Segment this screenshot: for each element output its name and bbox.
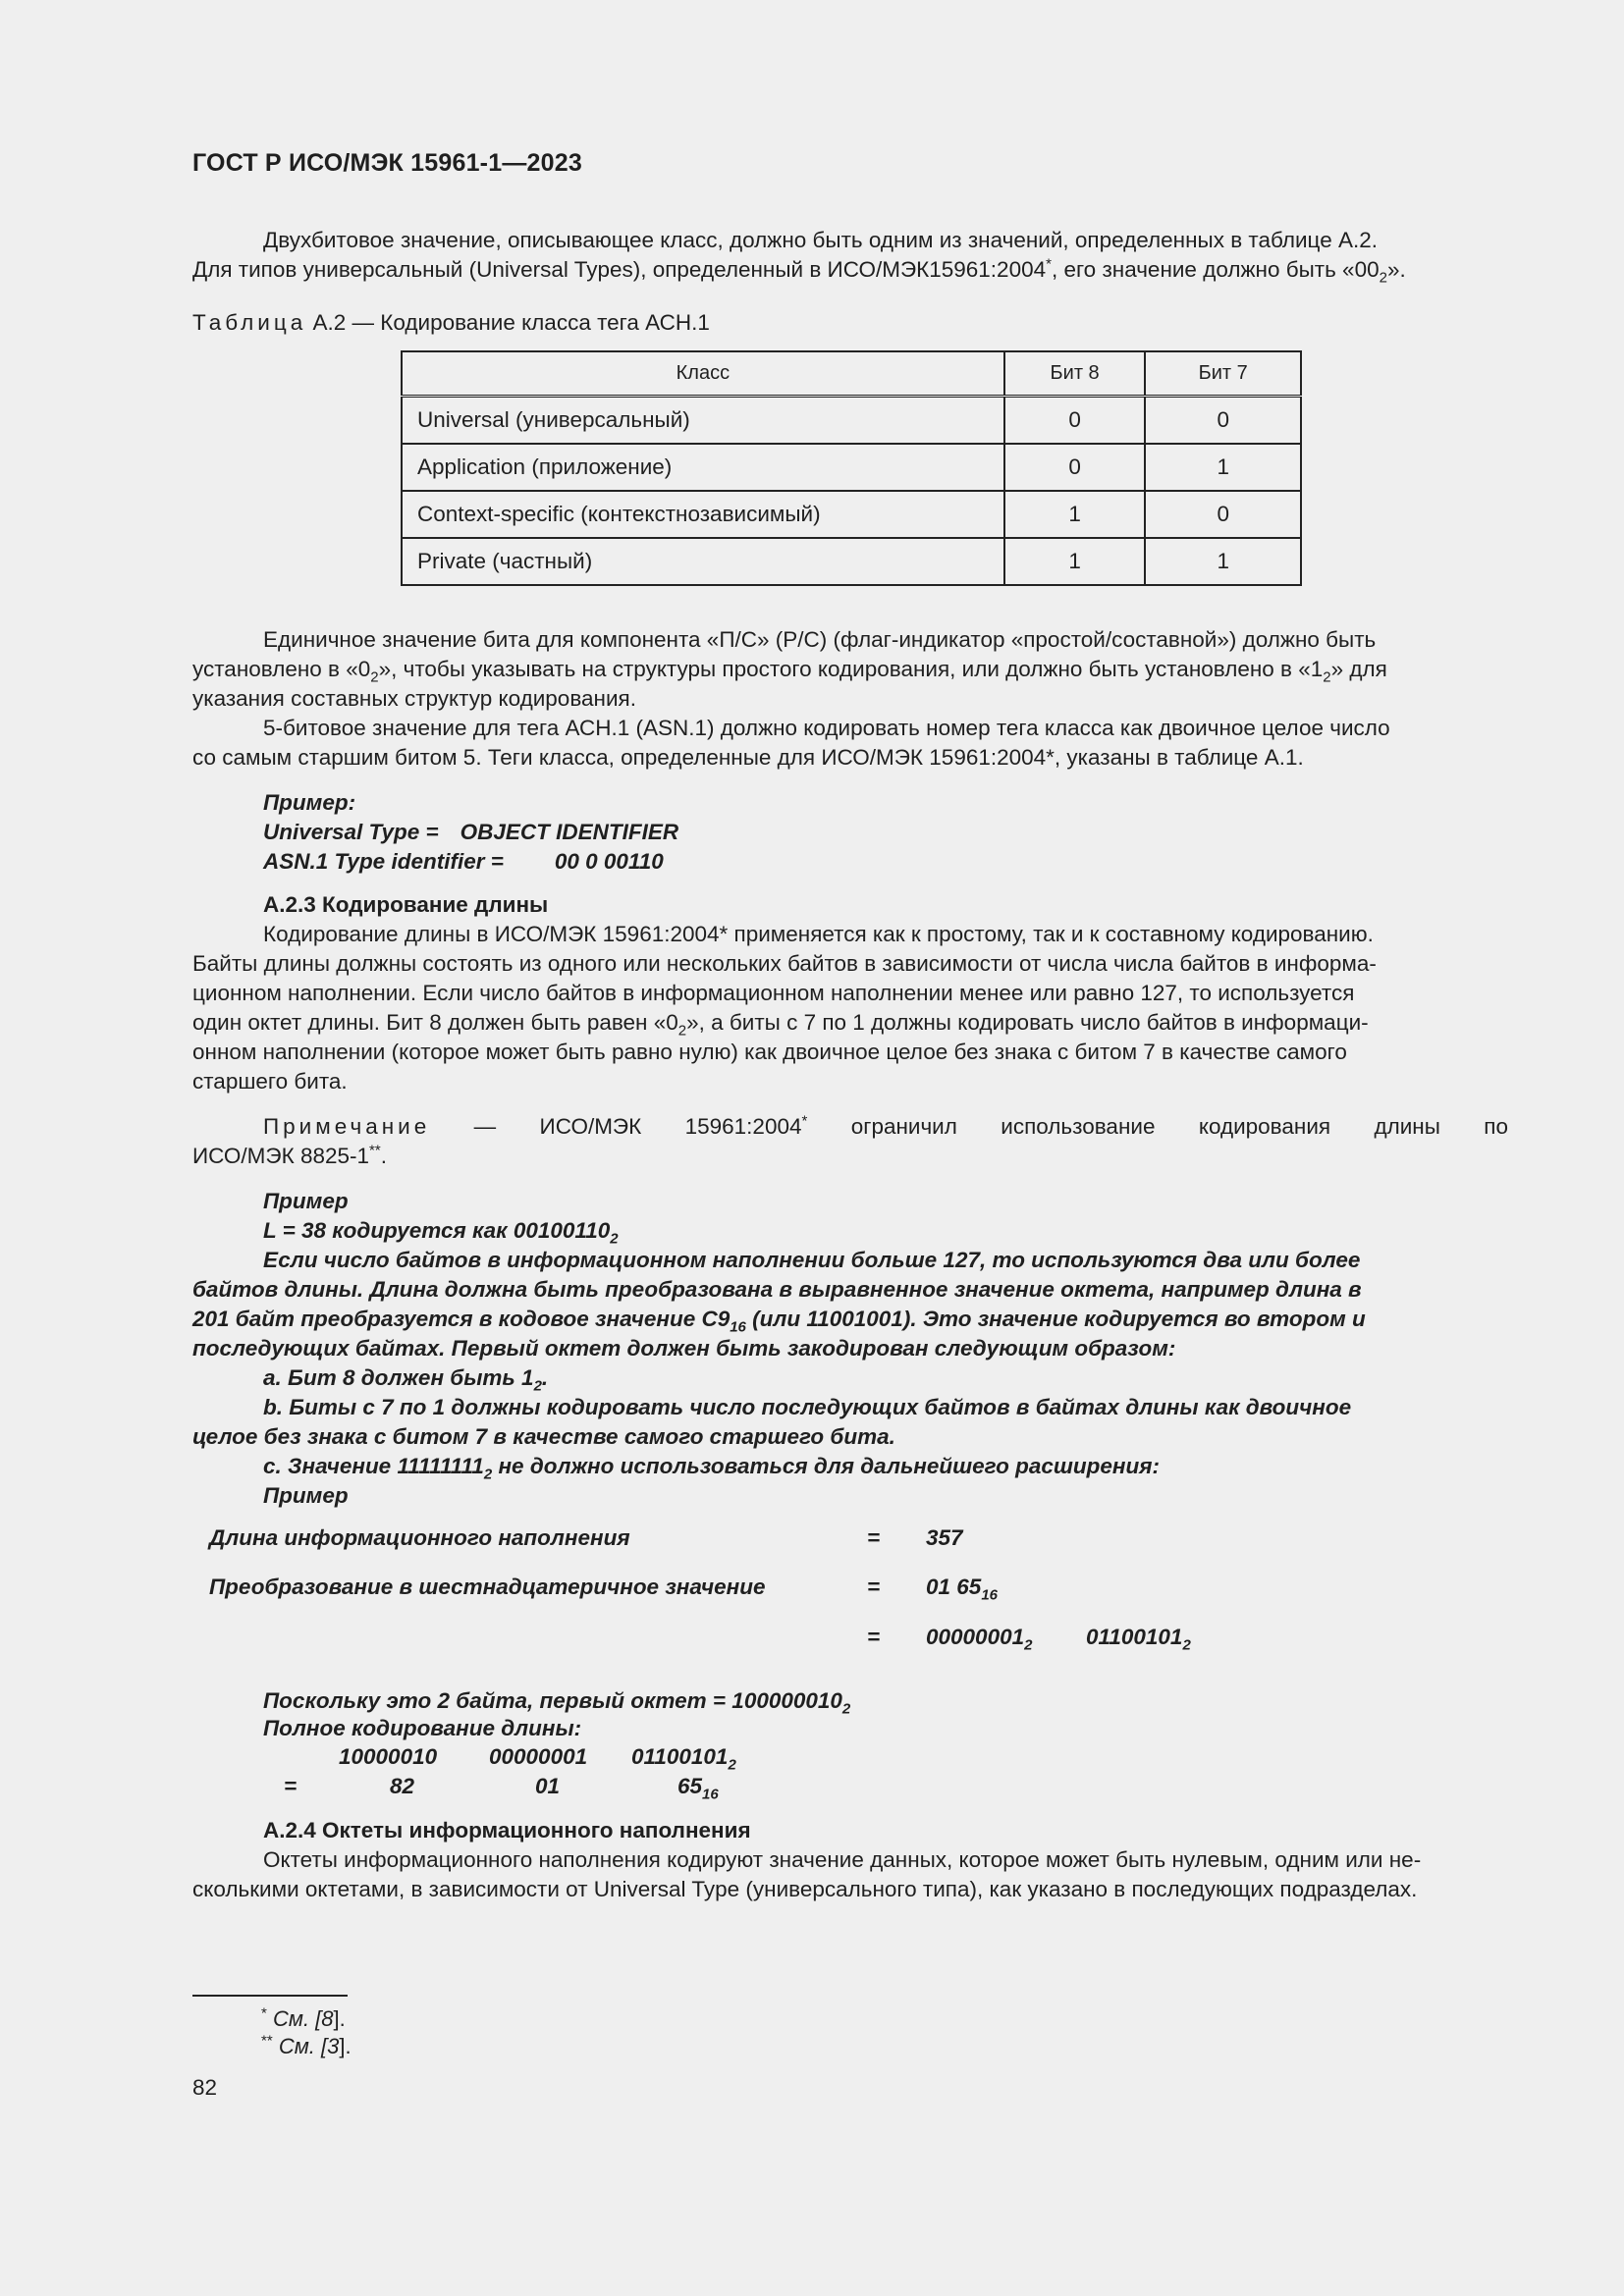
calc-equals: = xyxy=(867,1525,881,1550)
calc-key: Длина информационного наполнения xyxy=(209,1525,630,1550)
table-row xyxy=(402,538,1301,585)
document-header: ГОСТ Р ИСО/МЭК 15961-1—2023 xyxy=(192,149,582,177)
note-paragraph: Примечание — ИСО/МЭК 15961:2004* ограничил использование кодирования длины по ИСО/МЭК 8825-1**. xyxy=(192,1112,1508,1168)
table-header-row xyxy=(402,351,1301,397)
footnote: * См. [8]. xyxy=(261,2004,346,2031)
calc-equals: = xyxy=(867,1625,881,1649)
calc-value: 01 $65_{16}$ xyxy=(926,1575,998,1604)
table-cell: 0 xyxy=(1145,491,1301,538)
calc-equals: = xyxy=(867,1575,881,1599)
binary-byte: 00000001 xyxy=(489,1744,588,1769)
hex-byte: 82 xyxy=(390,1774,415,1798)
table-cell: 1 xyxy=(1004,538,1146,585)
table-cell: 1 xyxy=(1145,444,1301,491)
section-payload-octets: А.2.4 Октеты информационного наполнения Октеты информационного наполнения кодируют значение данных, которое может быть нулевым, одним или не- сколькими октетами, в зависимости от Universal Type (универсального типа), как указано в последующих подразделах. xyxy=(192,1818,1422,1901)
table-header-cell: Бит 7 xyxy=(1145,351,1301,397)
table-cell: 0 xyxy=(1004,397,1146,445)
hex-byte: 01 xyxy=(535,1774,561,1798)
page-number: 82 xyxy=(192,2075,218,2100)
footnote: ** См. [3]. xyxy=(261,2032,352,2058)
footnote-rule xyxy=(192,1995,348,1997)
class-encoding-table xyxy=(401,350,1302,586)
binary-byte: $01100101_2$ xyxy=(631,1744,736,1774)
table-cell: Context-specific (контекстнозависимый) xyxy=(402,491,1004,538)
binary-byte: 10000010 xyxy=(339,1744,438,1769)
calc-value: 357 xyxy=(926,1525,963,1550)
calc-key: Преобразование в шестнадцатеричное значение xyxy=(209,1575,766,1599)
table-cell: Private (частный) xyxy=(402,538,1004,585)
section-length-encoding: А.2.3 Кодирование длины Кодирование длины в ИСО/МЭК 15961:2004* применяется как к простому, так и к составному кодированию. Байты длины должны состоять из одного или нескольких байтов в зависимости от числа числа байтов в информа- ционном наполнении. Если число байтов в информационном наполнении менее или равно 127, то используется один октет длины. Бит 8 должен быть равен «$0_2$», а биты с 7 по 1 должны кодировать число байтов в информаци- онном наполнении (которое может быть равно нулю) как двоичное целое без знака с битом 7 в качестве самого старшего бита. xyxy=(192,892,1377,1094)
summary-full-encoding: Полное кодирование длины: xyxy=(263,1716,582,1740)
example-universal-type: Пример: Universal Type = OBJECT IDENTIFIER ASN.1 Type identifier = 00 0 00110 xyxy=(263,790,679,874)
table-cell: Application (приложение) xyxy=(402,444,1004,491)
table-cell: 1 xyxy=(1145,538,1301,585)
example-length-38: Пример L = 38 кодируется как $00100110_2$ Если число байтов в информационном наполнении больше 127, то используются два или более байтов длины. Длина должна быть преобразована в выравненное значение октета, например длина в 201 байт преобразуется в кодовое значение $С9_{16}$ (или 11001001). Это значение кодируется во втором и последующих байтах. Первый октет должен быть закодирован следующим образом: а. Бит 8 должен быть $1_2$. b. Биты с 7 по 1 должны кодировать число последующих байтов в байтах длины как двоичное целое без знака с битом 7 в качестве самого старшего бита. с. Значение $11111111_2$ не должно использоваться для дальнейшего расширения: Пример xyxy=(192,1189,1366,1508)
calc-value: $00000001_2$ xyxy=(926,1625,1033,1654)
table-cell: 0 xyxy=(1145,397,1301,445)
table-cell: 0 xyxy=(1004,444,1146,491)
summary-first-octet: Поскольку это 2 байта, первый октет = $100000010_2$ xyxy=(263,1688,851,1718)
pc-paragraph: Единичное значение бита для компонента «П/С» (P/C) (флаг-индикатор «простой/составной») должно быть установлено в «$0_2$», чтобы указывать на структуры простого кодирования, или должно быть установлено в «$1_2$» для указания составных структур кодирования. xyxy=(192,627,1387,711)
table-row xyxy=(402,397,1301,445)
table-row xyxy=(402,444,1301,491)
table-cell: 1 xyxy=(1004,491,1146,538)
tag-bits-paragraph: 5-битовое значение для тега АСН.1 (ASN.1) должно кодировать номер тега класса как двоичное целое число со самым старшим битом 5. Теги класса, определенные для ИСО/МЭК 15961:2004*, указаны в таблице А.1. xyxy=(192,716,1390,770)
table-header-cell: Бит 8 xyxy=(1004,351,1146,397)
table-cell: Universal (универсальный) xyxy=(402,397,1004,445)
calc-value: $01100101_2$ xyxy=(1086,1625,1191,1654)
section-heading: А.2.4 Октеты информационного наполнения xyxy=(263,1818,751,1842)
table-header-cell: Класс xyxy=(402,351,1004,397)
table-row xyxy=(402,491,1301,538)
summary-equals: = xyxy=(284,1774,298,1798)
intro-paragraph: Двухбитовое значение, описывающее класс, должно быть одним из значений, определенных в таблице А.2. Для типов универсальный (Universal Types), определенный в ИСО/МЭК15961:2004*, его значение должно быть «$00_2$». xyxy=(192,228,1406,287)
section-heading: А.2.3 Кодирование длины xyxy=(263,892,549,917)
hex-byte: $65_{16}$ xyxy=(677,1774,719,1803)
table-caption: Таблица А.2 — Кодирование класса тега АСН.1 xyxy=(192,310,710,335)
